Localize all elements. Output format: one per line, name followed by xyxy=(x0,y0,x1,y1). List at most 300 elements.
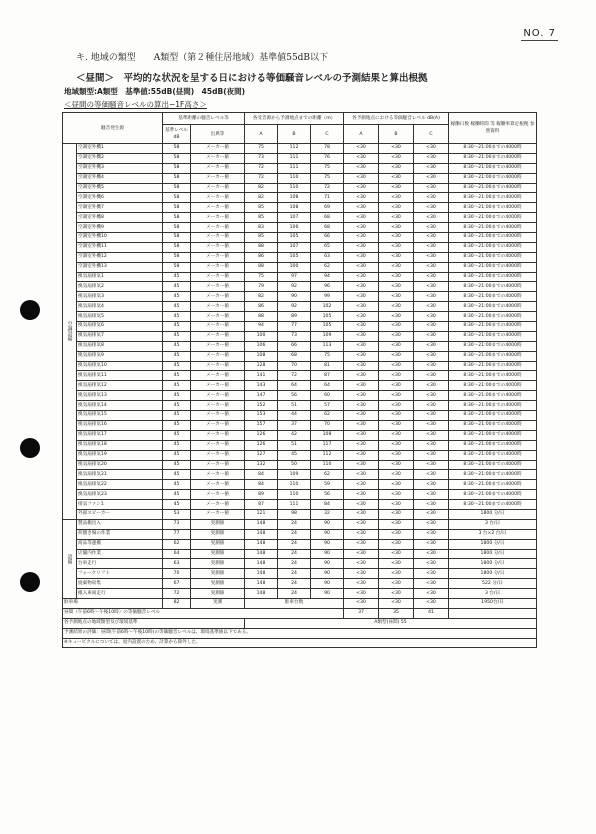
cell-b: 111 xyxy=(278,153,311,163)
cell-b: 24 xyxy=(278,519,311,529)
cell-c: 84 xyxy=(311,500,344,510)
result-c: 41 xyxy=(414,608,449,618)
cell-a: 148 xyxy=(245,559,278,569)
cell-a: 148 xyxy=(245,589,278,599)
cell-rb: <30 xyxy=(379,440,414,450)
cell-basis: 3 台/日 xyxy=(449,519,537,529)
cell-c: 90 xyxy=(311,579,344,589)
cell-src: メーカー値 xyxy=(191,242,245,252)
cell-b: 24 xyxy=(278,579,311,589)
cell-src: メーカー値 xyxy=(191,173,245,183)
source-name: 換気扇排気7 xyxy=(77,331,163,341)
cell-a: 88 xyxy=(245,262,278,272)
cell-lv: 45 xyxy=(163,450,191,460)
source-name: 製品搬出入 xyxy=(77,519,163,529)
header-pred-level: 各予測地点における等価騒音レベル dB(A) xyxy=(344,113,449,125)
cell-b: 92 xyxy=(278,302,311,312)
cell-b: 24 xyxy=(278,559,311,569)
source-name: 換気扇排気6 xyxy=(77,322,163,332)
cell-basis: 8:30〜21:00までの4000時 xyxy=(449,322,537,332)
cell-b: 51 xyxy=(278,440,311,450)
cell-lv: 45 xyxy=(163,351,191,361)
header-source-sub: 出典等 xyxy=(191,125,245,144)
judgement-value: A類型(昼間) 55 xyxy=(245,618,537,628)
cell-basis: 8:30〜21:00までの4000時 xyxy=(449,312,537,322)
cell-rb: <30 xyxy=(379,282,414,292)
cell-rc: <30 xyxy=(414,420,449,430)
table-row xyxy=(63,589,537,599)
cell-ra: <30 xyxy=(344,183,379,193)
cell-b: 105 xyxy=(278,252,311,262)
cell-basis: 8:30〜21:00までの4000時 xyxy=(449,411,537,421)
cell-b: 24 xyxy=(278,549,311,559)
header-level-sub: 基準レベル dB xyxy=(163,125,191,144)
cell-basis: 8:30〜21:00までの4000時 xyxy=(449,213,537,223)
table-row xyxy=(63,490,537,500)
table-row xyxy=(63,331,537,341)
cell-rc: <30 xyxy=(414,490,449,500)
source-name: 商品等運搬 xyxy=(77,539,163,549)
cell-b: 110 xyxy=(278,183,311,193)
table-row xyxy=(63,411,537,421)
table-row xyxy=(63,450,537,460)
cell-c: 90 xyxy=(311,559,344,569)
special-row-a: <30 xyxy=(344,598,379,608)
cell-ra: <30 xyxy=(344,519,379,529)
cell-rb: <30 xyxy=(379,579,414,589)
cell-src: メーカー値 xyxy=(191,371,245,381)
source-name: 換気扇排気10 xyxy=(77,361,163,371)
cell-b: 51 xyxy=(278,401,311,411)
source-name: 換気扇排気11 xyxy=(77,371,163,381)
table-row xyxy=(63,579,537,589)
cell-b: 110 xyxy=(278,480,311,490)
cell-ra: <30 xyxy=(344,549,379,559)
cell-lv: 45 xyxy=(163,401,191,411)
cell-ra: <30 xyxy=(344,282,379,292)
cell-a: 82 xyxy=(245,193,278,203)
result-a: 37 xyxy=(344,608,379,618)
cell-lv: 45 xyxy=(163,272,191,282)
cell-a: 86 xyxy=(245,302,278,312)
cell-b: 24 xyxy=(278,589,311,599)
cell-c: 72 xyxy=(311,183,344,193)
cell-b: 98 xyxy=(278,509,311,519)
source-name: 空調室外機3 xyxy=(77,163,163,173)
cell-a: 132 xyxy=(245,460,278,470)
cell-a: 148 xyxy=(245,579,278,589)
header-dist-a: A xyxy=(245,125,278,144)
cell-rb: <30 xyxy=(379,539,414,549)
cell-rb: <30 xyxy=(379,292,414,302)
cell-lv: 45 xyxy=(163,331,191,341)
cell-rc: <30 xyxy=(414,144,449,154)
cell-src: メーカー値 xyxy=(191,341,245,351)
cell-c: 90 xyxy=(311,519,344,529)
cell-rb: <30 xyxy=(379,242,414,252)
cell-b: 92 xyxy=(278,282,311,292)
cell-rc: <30 xyxy=(414,331,449,341)
cell-src: メーカー値 xyxy=(191,351,245,361)
cell-ra: <30 xyxy=(344,292,379,302)
cell-lv: 45 xyxy=(163,322,191,332)
cell-ra: <30 xyxy=(344,559,379,569)
cell-src: メーカー値 xyxy=(191,282,245,292)
cell-ra: <30 xyxy=(344,302,379,312)
source-name: 空調室外機12 xyxy=(77,252,163,262)
cell-lv: 53 xyxy=(163,509,191,519)
special-row-c: <30 xyxy=(414,598,449,608)
header-lv-b: B xyxy=(379,125,414,144)
table-row xyxy=(63,153,537,163)
cell-ra: <30 xyxy=(344,341,379,351)
cell-c: 94 xyxy=(311,272,344,282)
cell-rc: <30 xyxy=(414,351,449,361)
cell-c: 62 xyxy=(311,470,344,480)
cell-c: 96 xyxy=(311,282,344,292)
cell-a: 148 xyxy=(245,519,278,529)
cell-basis: 1800 分/日 xyxy=(449,509,537,519)
cell-basis: 8:30〜21:00までの4000時 xyxy=(449,460,537,470)
cell-lv: 67 xyxy=(163,579,191,589)
cell-a: 143 xyxy=(245,381,278,391)
cell-lv: 45 xyxy=(163,302,191,312)
cell-rb: <30 xyxy=(379,351,414,361)
cell-b: 100 xyxy=(278,262,311,272)
cell-b: 68 xyxy=(278,351,311,361)
cell-c: 99 xyxy=(311,292,344,302)
cell-rb: <30 xyxy=(379,193,414,203)
cell-a: 85 xyxy=(245,233,278,243)
cell-basis: 8:30〜21:00までの4000時 xyxy=(449,470,537,480)
table-row xyxy=(63,203,537,213)
cell-b: 77 xyxy=(278,322,311,332)
cell-rc: <30 xyxy=(414,153,449,163)
cell-a: 84 xyxy=(245,480,278,490)
cell-rb: <30 xyxy=(379,401,414,411)
table-row xyxy=(63,509,537,519)
note-evaluation: 予測結果の評価：昼間(午前6時〜午後10時)の等価騒音レベルは、環境基準値以下である。 xyxy=(63,628,537,638)
cell-basis: 3 台×2 台/日 xyxy=(449,529,537,539)
source-name: 換気扇排気9 xyxy=(77,351,163,361)
cell-a: 127 xyxy=(245,450,278,460)
cell-src: メーカー値 xyxy=(191,490,245,500)
cell-c: 105 xyxy=(311,322,344,332)
cell-a: 148 xyxy=(245,549,278,559)
source-name: 換気扇排気8 xyxy=(77,341,163,351)
cell-c: 90 xyxy=(311,569,344,579)
cell-basis: 8:30〜21:00までの4000時 xyxy=(449,381,537,391)
cell-src: 実測値 xyxy=(191,539,245,549)
cell-ra: <30 xyxy=(344,401,379,411)
cell-rc: <30 xyxy=(414,470,449,480)
cell-rc: <30 xyxy=(414,411,449,421)
cell-lv: 58 xyxy=(163,242,191,252)
cell-rb: <30 xyxy=(379,252,414,262)
header-dist-b: B xyxy=(278,125,311,144)
result-b: 35 xyxy=(379,608,414,618)
source-name: 荷捌き場の作業 xyxy=(77,529,163,539)
source-name: 換気扇排気19 xyxy=(77,450,163,460)
cell-ra: <30 xyxy=(344,440,379,450)
noise-table xyxy=(62,112,537,648)
cell-ra: <30 xyxy=(344,213,379,223)
table-row xyxy=(63,163,537,173)
cell-rc: <30 xyxy=(414,381,449,391)
header-lv-a: A xyxy=(344,125,379,144)
cell-b: 109 xyxy=(278,470,311,480)
cell-basis: 8:30〜21:00までの4000時 xyxy=(449,223,537,233)
judgement-label: 各予測地点の地域類型及び環境基準 xyxy=(63,618,245,628)
cell-rb: <30 xyxy=(379,361,414,371)
cell-rc: <30 xyxy=(414,450,449,460)
table-row xyxy=(63,213,537,223)
cell-rb: <30 xyxy=(379,569,414,579)
cell-basis: 8:30〜21:00までの4000時 xyxy=(449,440,537,450)
cell-rc: <30 xyxy=(414,272,449,282)
cell-lv: 58 xyxy=(163,183,191,193)
cell-src: メーカー値 xyxy=(191,203,245,213)
cell-b: 45 xyxy=(278,450,311,460)
cell-rb: <30 xyxy=(379,163,414,173)
cell-lv: 58 xyxy=(163,223,191,233)
cell-src: メーカー値 xyxy=(191,509,245,519)
cell-a: 148 xyxy=(245,539,278,549)
cell-a: 89 xyxy=(245,490,278,500)
source-name: 換気扇排気12 xyxy=(77,381,163,391)
special-row-level: 82 xyxy=(163,598,191,608)
cell-rb: <30 xyxy=(379,262,414,272)
cell-basis: 8:30〜21:00までの4000時 xyxy=(449,302,537,312)
cell-src: メーカー値 xyxy=(191,381,245,391)
source-name: 廃棄物収集 xyxy=(77,579,163,589)
cell-lv: 45 xyxy=(163,391,191,401)
table-row xyxy=(63,262,537,272)
cell-ra: <30 xyxy=(344,579,379,589)
cell-a: 141 xyxy=(245,371,278,381)
source-name: 空調室外機6 xyxy=(77,193,163,203)
cell-b: 111 xyxy=(278,163,311,173)
cell-b: 72 xyxy=(278,371,311,381)
cell-src: 実測値 xyxy=(191,589,245,599)
cell-basis: 8:30〜21:00までの4000時 xyxy=(449,252,537,262)
table-row xyxy=(63,272,537,282)
cell-src: 実測値 xyxy=(191,579,245,589)
cell-rc: <30 xyxy=(414,529,449,539)
cell-rc: <30 xyxy=(414,312,449,322)
cell-b: 70 xyxy=(278,361,311,371)
cell-a: 72 xyxy=(245,163,278,173)
cell-c: 90 xyxy=(311,549,344,559)
cell-rc: <30 xyxy=(414,242,449,252)
cell-rc: <30 xyxy=(414,371,449,381)
cell-basis: 8:30〜21:00までの4000時 xyxy=(449,163,537,173)
cell-rc: <30 xyxy=(414,163,449,173)
cell-rc: <30 xyxy=(414,361,449,371)
table-row xyxy=(63,233,537,243)
cell-c: 68 xyxy=(311,213,344,223)
cell-ra: <30 xyxy=(344,331,379,341)
cell-ra: <30 xyxy=(344,144,379,154)
cell-c: 65 xyxy=(311,242,344,252)
cell-a: 83 xyxy=(245,223,278,233)
cell-rb: <30 xyxy=(379,450,414,460)
cell-basis: 8:30〜21:00までの4000時 xyxy=(449,292,537,302)
cell-ra: <30 xyxy=(344,569,379,579)
cell-c: 113 xyxy=(311,341,344,351)
table-row xyxy=(63,529,537,539)
cell-b: 37 xyxy=(278,420,311,430)
source-name: 空調室外機5 xyxy=(77,183,163,193)
cell-c: 63 xyxy=(311,252,344,262)
cell-c: 76 xyxy=(311,153,344,163)
cell-lv: 73 xyxy=(163,519,191,529)
cell-src: メーカー値 xyxy=(191,460,245,470)
cell-c: 78 xyxy=(311,144,344,154)
cell-lv: 45 xyxy=(163,420,191,430)
cell-c: 105 xyxy=(311,312,344,322)
cell-c: 75 xyxy=(311,173,344,183)
cell-rc: <30 xyxy=(414,252,449,262)
punch-hole xyxy=(20,300,40,320)
cell-src: メーカー値 xyxy=(191,450,245,460)
cell-rc: <30 xyxy=(414,500,449,510)
cell-rc: <30 xyxy=(414,440,449,450)
cell-rb: <30 xyxy=(379,341,414,351)
cell-ra: <30 xyxy=(344,163,379,173)
cell-a: 72 xyxy=(245,173,278,183)
cell-ra: <30 xyxy=(344,500,379,510)
cell-rc: <30 xyxy=(414,262,449,272)
source-name: 換気扇排気1 xyxy=(77,272,163,282)
cell-b: 89 xyxy=(278,312,311,322)
cell-rc: <30 xyxy=(414,302,449,312)
cell-c: 59 xyxy=(311,480,344,490)
cell-basis: 522 分/日 xyxy=(449,579,537,589)
cell-src: メーカー値 xyxy=(191,411,245,421)
cell-src: メーカー値 xyxy=(191,401,245,411)
table-row xyxy=(63,282,537,292)
table-row xyxy=(63,173,537,183)
cell-b: 111 xyxy=(278,500,311,510)
cell-basis: 8:30〜21:00までの4000時 xyxy=(449,500,537,510)
subtitle: ＜昼間＞ 平均的な状況を呈する日における等価騒音レベルの予測結果と算出根拠 xyxy=(76,73,428,84)
group-label: 空調設備 xyxy=(63,144,77,520)
cell-basis: 8:30〜21:00までの4000時 xyxy=(449,490,537,500)
cell-lv: 45 xyxy=(163,282,191,292)
source-name: 空調室外機8 xyxy=(77,213,163,223)
cell-a: 75 xyxy=(245,144,278,154)
cell-c: 56 xyxy=(311,490,344,500)
source-name: 空調室外機11 xyxy=(77,242,163,252)
cell-src: メーカー値 xyxy=(191,233,245,243)
cell-basis: 3 台/日 xyxy=(449,589,537,599)
table-row xyxy=(63,223,537,233)
cell-rb: <30 xyxy=(379,223,414,233)
source-name: 換気扇排気3 xyxy=(77,292,163,302)
cell-c: 57 xyxy=(311,401,344,411)
cell-lv: 58 xyxy=(163,203,191,213)
source-name: 換気扇排気14 xyxy=(77,401,163,411)
special-row-name: 駐車場 xyxy=(63,598,163,608)
cell-rc: <30 xyxy=(414,183,449,193)
cell-src: メーカー値 xyxy=(191,361,245,371)
table-row xyxy=(63,480,537,490)
cell-ra: <30 xyxy=(344,351,379,361)
cell-rc: <30 xyxy=(414,341,449,351)
cell-rb: <30 xyxy=(379,153,414,163)
cell-lv: 62 xyxy=(163,539,191,549)
header-dist-c: C xyxy=(311,125,344,144)
cell-rb: <30 xyxy=(379,549,414,559)
cell-lv: 70 xyxy=(163,569,191,579)
cell-lv: 45 xyxy=(163,480,191,490)
cell-a: 152 xyxy=(245,401,278,411)
special-row-note: 駐車台数 xyxy=(245,598,344,608)
cell-basis: 8:30〜21:00までの4000時 xyxy=(449,430,537,440)
cell-rc: <30 xyxy=(414,579,449,589)
cell-basis: 8:30〜21:00までの4000時 xyxy=(449,420,537,430)
cell-basis: 8:30〜21:00までの4000時 xyxy=(449,480,537,490)
cell-a: 86 xyxy=(245,252,278,262)
cell-rb: <30 xyxy=(379,490,414,500)
cell-rb: <30 xyxy=(379,322,414,332)
cell-src: 実測値 xyxy=(191,529,245,539)
cell-src: メーカー値 xyxy=(191,470,245,480)
cell-src: メーカー値 xyxy=(191,480,245,490)
table-row xyxy=(63,391,537,401)
cell-basis: 8:30〜21:00までの4000時 xyxy=(449,391,537,401)
cell-src: メーカー値 xyxy=(191,302,245,312)
cell-basis: 8:30〜21:00までの4000時 xyxy=(449,193,537,203)
cell-rc: <30 xyxy=(414,430,449,440)
cell-basis: 8:30〜21:00までの4000時 xyxy=(449,361,537,371)
cell-a: 82 xyxy=(245,183,278,193)
section-title: キ. 地域の類型 A類型（第２種住居地域）基準値55dB以下 xyxy=(76,53,329,63)
cell-a: 75 xyxy=(245,272,278,282)
cell-ra: <30 xyxy=(344,381,379,391)
cell-c: 75 xyxy=(311,351,344,361)
table-row xyxy=(63,361,537,371)
page-number: NO. 7 xyxy=(523,28,556,39)
cell-c: 70 xyxy=(311,420,344,430)
cell-a: 153 xyxy=(245,411,278,421)
punch-hole xyxy=(20,572,40,592)
cell-rc: <30 xyxy=(414,519,449,529)
cell-rc: <30 xyxy=(414,559,449,569)
cell-ra: <30 xyxy=(344,430,379,440)
table-row xyxy=(63,430,537,440)
cell-rb: <30 xyxy=(379,183,414,193)
cell-rb: <30 xyxy=(379,529,414,539)
cell-c: 71 xyxy=(311,193,344,203)
cell-src: 実測値 xyxy=(191,549,245,559)
cell-a: 100 xyxy=(245,331,278,341)
cell-c: 90 xyxy=(311,539,344,549)
punch-hole xyxy=(20,438,40,458)
table-row xyxy=(63,242,537,252)
cell-rb: <30 xyxy=(379,480,414,490)
note-cubicle: ※キュービクルについては、屋内設置のため、計算から除外した。 xyxy=(63,638,537,648)
cell-c: 64 xyxy=(311,381,344,391)
cell-lv: 45 xyxy=(163,490,191,500)
cell-lv: 64 xyxy=(163,549,191,559)
cell-rb: <30 xyxy=(379,411,414,421)
cell-src: メーカー値 xyxy=(191,262,245,272)
table-row xyxy=(63,322,537,332)
cell-rc: <30 xyxy=(414,292,449,302)
cell-a: 126 xyxy=(245,430,278,440)
